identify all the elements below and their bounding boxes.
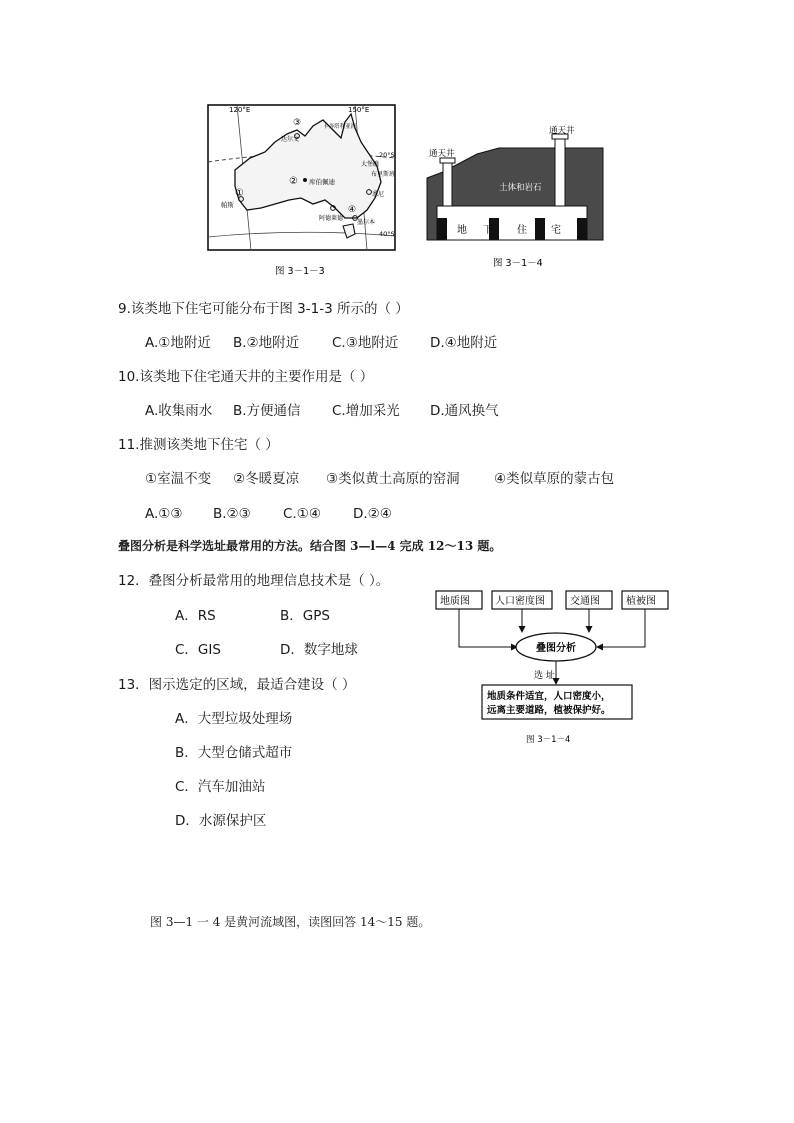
marker-1: ① [235, 188, 244, 199]
q12-stem: 12．叠图分析最常用的地理信息技术是（ ）。 [118, 573, 390, 589]
q13-option-a[interactable]: A．大型垃圾处理场 [175, 711, 293, 727]
label-rock: 土体和岩石 [499, 183, 542, 193]
shaft-left [443, 160, 452, 210]
arrow-label: 选 址 [534, 671, 555, 681]
q12-option-d[interactable]: D．数字地球 [280, 642, 358, 658]
q10-stem: 10.该类地下住宅通天井的主要作用是（ ） [118, 369, 374, 385]
box-geology-label: 地质图 [440, 596, 470, 607]
label-melbourne: 墨尔本 [357, 219, 376, 226]
q13-option-d[interactable]: D．水源保护区 [175, 813, 267, 829]
q12-option-a[interactable]: A．RS [175, 608, 216, 624]
house-char-4: 宅 [551, 225, 561, 236]
q9-stem: 9.该类地下住宅可能分布于图 3-1-3 所示的（ ） [118, 301, 409, 317]
q10-option-a[interactable]: A.收集雨水 [145, 403, 213, 419]
q11-option-a[interactable]: A.①③ [145, 506, 183, 522]
q13-option-c[interactable]: C．汽车加油站 [175, 779, 266, 795]
underground-house-figure [415, 100, 615, 282]
lon-label-left: 120°E [229, 106, 251, 114]
q9-option-d[interactable]: D.④地附近 [430, 335, 498, 351]
lat-label-bottom: 40°S [379, 230, 395, 238]
q11-statement-3: ③类似黄土高原的窑洞 [326, 471, 460, 487]
marker-2: ② [289, 176, 298, 187]
q11-option-c[interactable]: C.①④ [283, 506, 321, 522]
q11-option-b[interactable]: B.②③ [213, 506, 251, 522]
q12-option-b[interactable]: B．GPS [280, 608, 330, 624]
box-population-label: 人口密度图 [495, 596, 545, 607]
center-label: 叠图分析 [536, 643, 576, 654]
label-darwin: 达尔文 [281, 136, 300, 143]
box-vegetation-label: 植被图 [626, 596, 656, 607]
label-perth: 帕斯 [221, 201, 234, 209]
lat-label-top: 20°S [379, 151, 395, 159]
label-sydney: 悉尼 [372, 191, 385, 198]
intro-14-15: 图 3—1 一 4 是黄河流域图，读图回答 14～15 题。 [150, 915, 431, 929]
q11-statement-1: ①室温不变 [145, 471, 212, 487]
q10-option-b[interactable]: B.方便通信 [233, 403, 301, 419]
q9-option-c[interactable]: C.③地附近 [332, 335, 399, 351]
label-shaft-left: 通天井 [429, 149, 455, 159]
q10-option-c[interactable]: C.增加采光 [332, 403, 400, 419]
result-line-1: 地质条件适宜，人口密度小， [487, 691, 611, 702]
label-brisbane: 布里斯班 [371, 171, 396, 178]
label-reef: 大堡礁 [361, 161, 380, 168]
q13-option-b[interactable]: B．大型仓储式超市 [175, 745, 293, 761]
q11-statement-2: ②冬暖夏凉 [233, 471, 300, 487]
label-gulf: 卡奔塔利亚湾 [323, 124, 357, 130]
q13-stem: 13．图示选定的区域，最适合建设（ ） [118, 677, 356, 693]
marker-4: ④ [348, 205, 357, 215]
flow-caption: 图 3－1－4 [526, 735, 571, 745]
result-line-2: 远离主要道路，植被保护好。 [487, 705, 611, 716]
house-char-2: 下 [483, 225, 493, 236]
marker-3: ③ [293, 118, 302, 128]
label-shaft-right: 通天井 [549, 126, 575, 136]
house-char-3: 住 [517, 225, 527, 236]
label-coober-pedy: 库伯佩迪 [309, 178, 335, 186]
q9-option-a[interactable]: A.①地附近 [145, 335, 211, 351]
intro-12-13: 叠图分析是科学选址最常用的方法。结合图 3—l—4 完成 12～13 题。 [118, 539, 502, 553]
shaft-right [555, 136, 565, 206]
map-caption: 图 3－1－3 [275, 266, 325, 277]
q11-stem: 11.推测该类地下住宅（ ） [118, 437, 279, 453]
q11-option-d[interactable]: D.②④ [353, 506, 392, 522]
q11-statement-4: ④类似草原的蒙古包 [494, 471, 615, 487]
overlay-analysis-figure [430, 585, 676, 750]
house-char-1: 地 [457, 225, 467, 236]
australia-map-figure [205, 100, 405, 282]
lon-label-right: 150°E [348, 106, 370, 114]
q9-option-b[interactable]: B.②地附近 [233, 335, 300, 351]
q12-option-c[interactable]: C．GIS [175, 642, 221, 658]
q10-option-d[interactable]: D.通风换气 [430, 403, 499, 419]
label-adelaide: 阿德莱德 [319, 215, 344, 222]
box-traffic-label: 交通图 [570, 596, 600, 607]
house-caption: 图 3－1－4 [493, 258, 543, 269]
